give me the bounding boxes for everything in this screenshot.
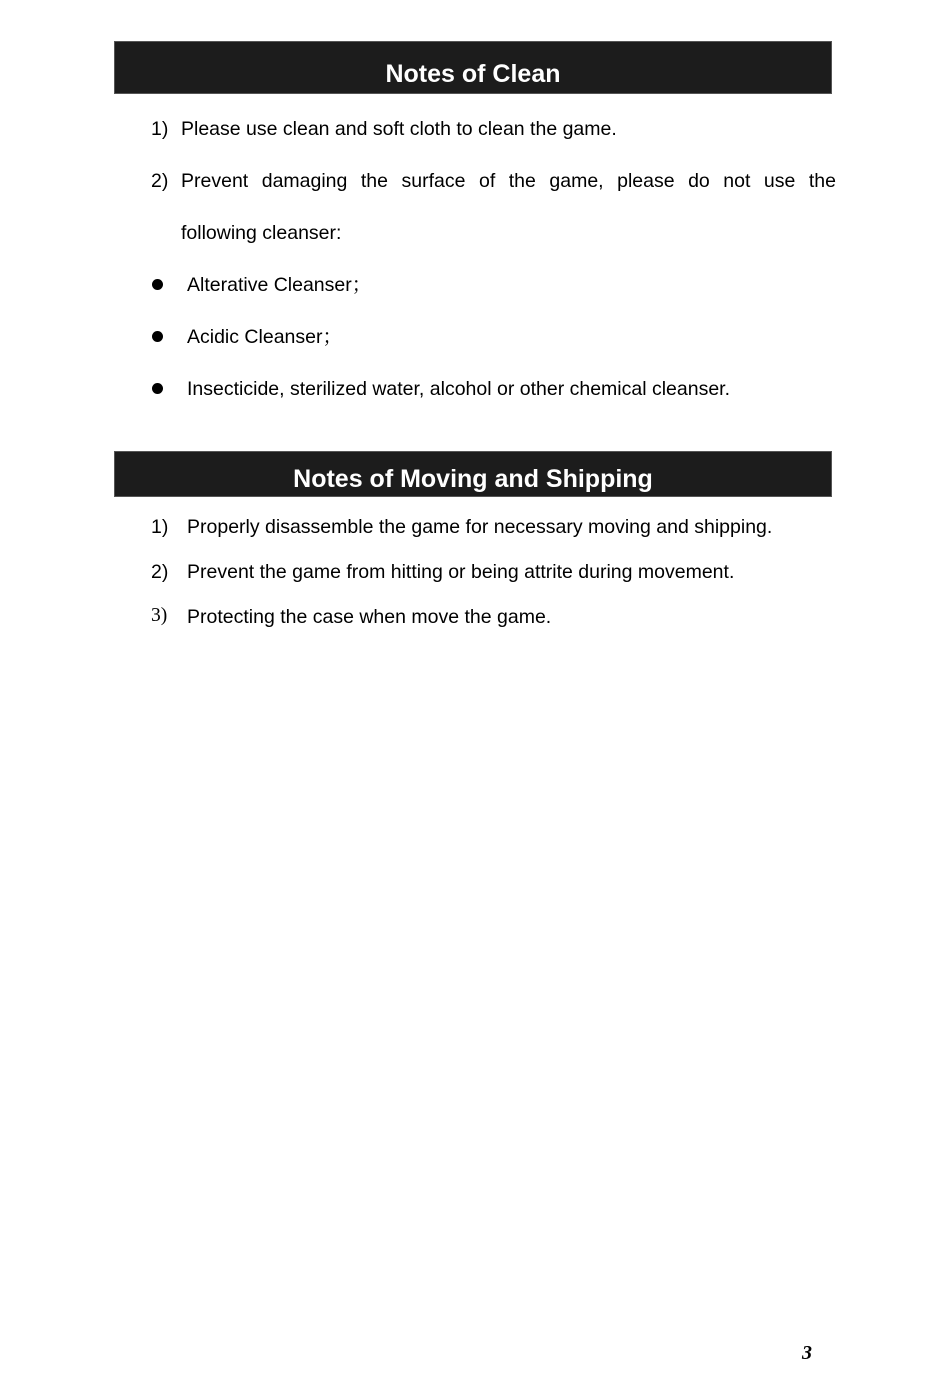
bullet-dot-icon bbox=[152, 331, 163, 342]
cleanser-bullet-2-text: Acidic Cleanser； bbox=[187, 326, 342, 348]
section-title-moving: Notes of Moving and Shipping bbox=[293, 465, 653, 493]
bullet-dot-icon bbox=[152, 279, 163, 290]
moving-item-3-text: Protecting the case when move the game. bbox=[187, 606, 552, 628]
section-header-moving bbox=[114, 451, 832, 497]
clean-item-1-text: Please use clean and soft cloth to clean the game. bbox=[181, 118, 617, 140]
moving-item-3-marker: 3) bbox=[151, 605, 168, 626]
bullet-dot-icon bbox=[152, 383, 163, 394]
clean-item-1-marker: 1) bbox=[151, 118, 169, 140]
cleanser-bullet-3-text: Insecticide, sterilized water, alcohol or other chemical cleanser. bbox=[187, 378, 731, 400]
clean-item-2-continuation: following cleanser: bbox=[181, 222, 342, 244]
section-header-clean bbox=[114, 41, 832, 94]
section-title-clean: Notes of Clean bbox=[385, 60, 561, 88]
page-number: 3 bbox=[802, 1342, 812, 1364]
moving-item-1-text: Properly disassemble the game for necessary moving and shipping. bbox=[187, 516, 773, 538]
clean-item-2-marker: 2) bbox=[151, 170, 169, 192]
clean-item-2-text: Prevent damaging the surface of the game, please do not use the bbox=[181, 170, 836, 192]
moving-item-2-text: Prevent the game from hitting or being attrite during movement. bbox=[187, 561, 735, 583]
moving-item-2-marker: 2) bbox=[151, 561, 169, 583]
cleanser-bullet-1-text: Alterative Cleanser； bbox=[187, 274, 372, 296]
moving-item-1-marker: 1) bbox=[151, 516, 169, 538]
